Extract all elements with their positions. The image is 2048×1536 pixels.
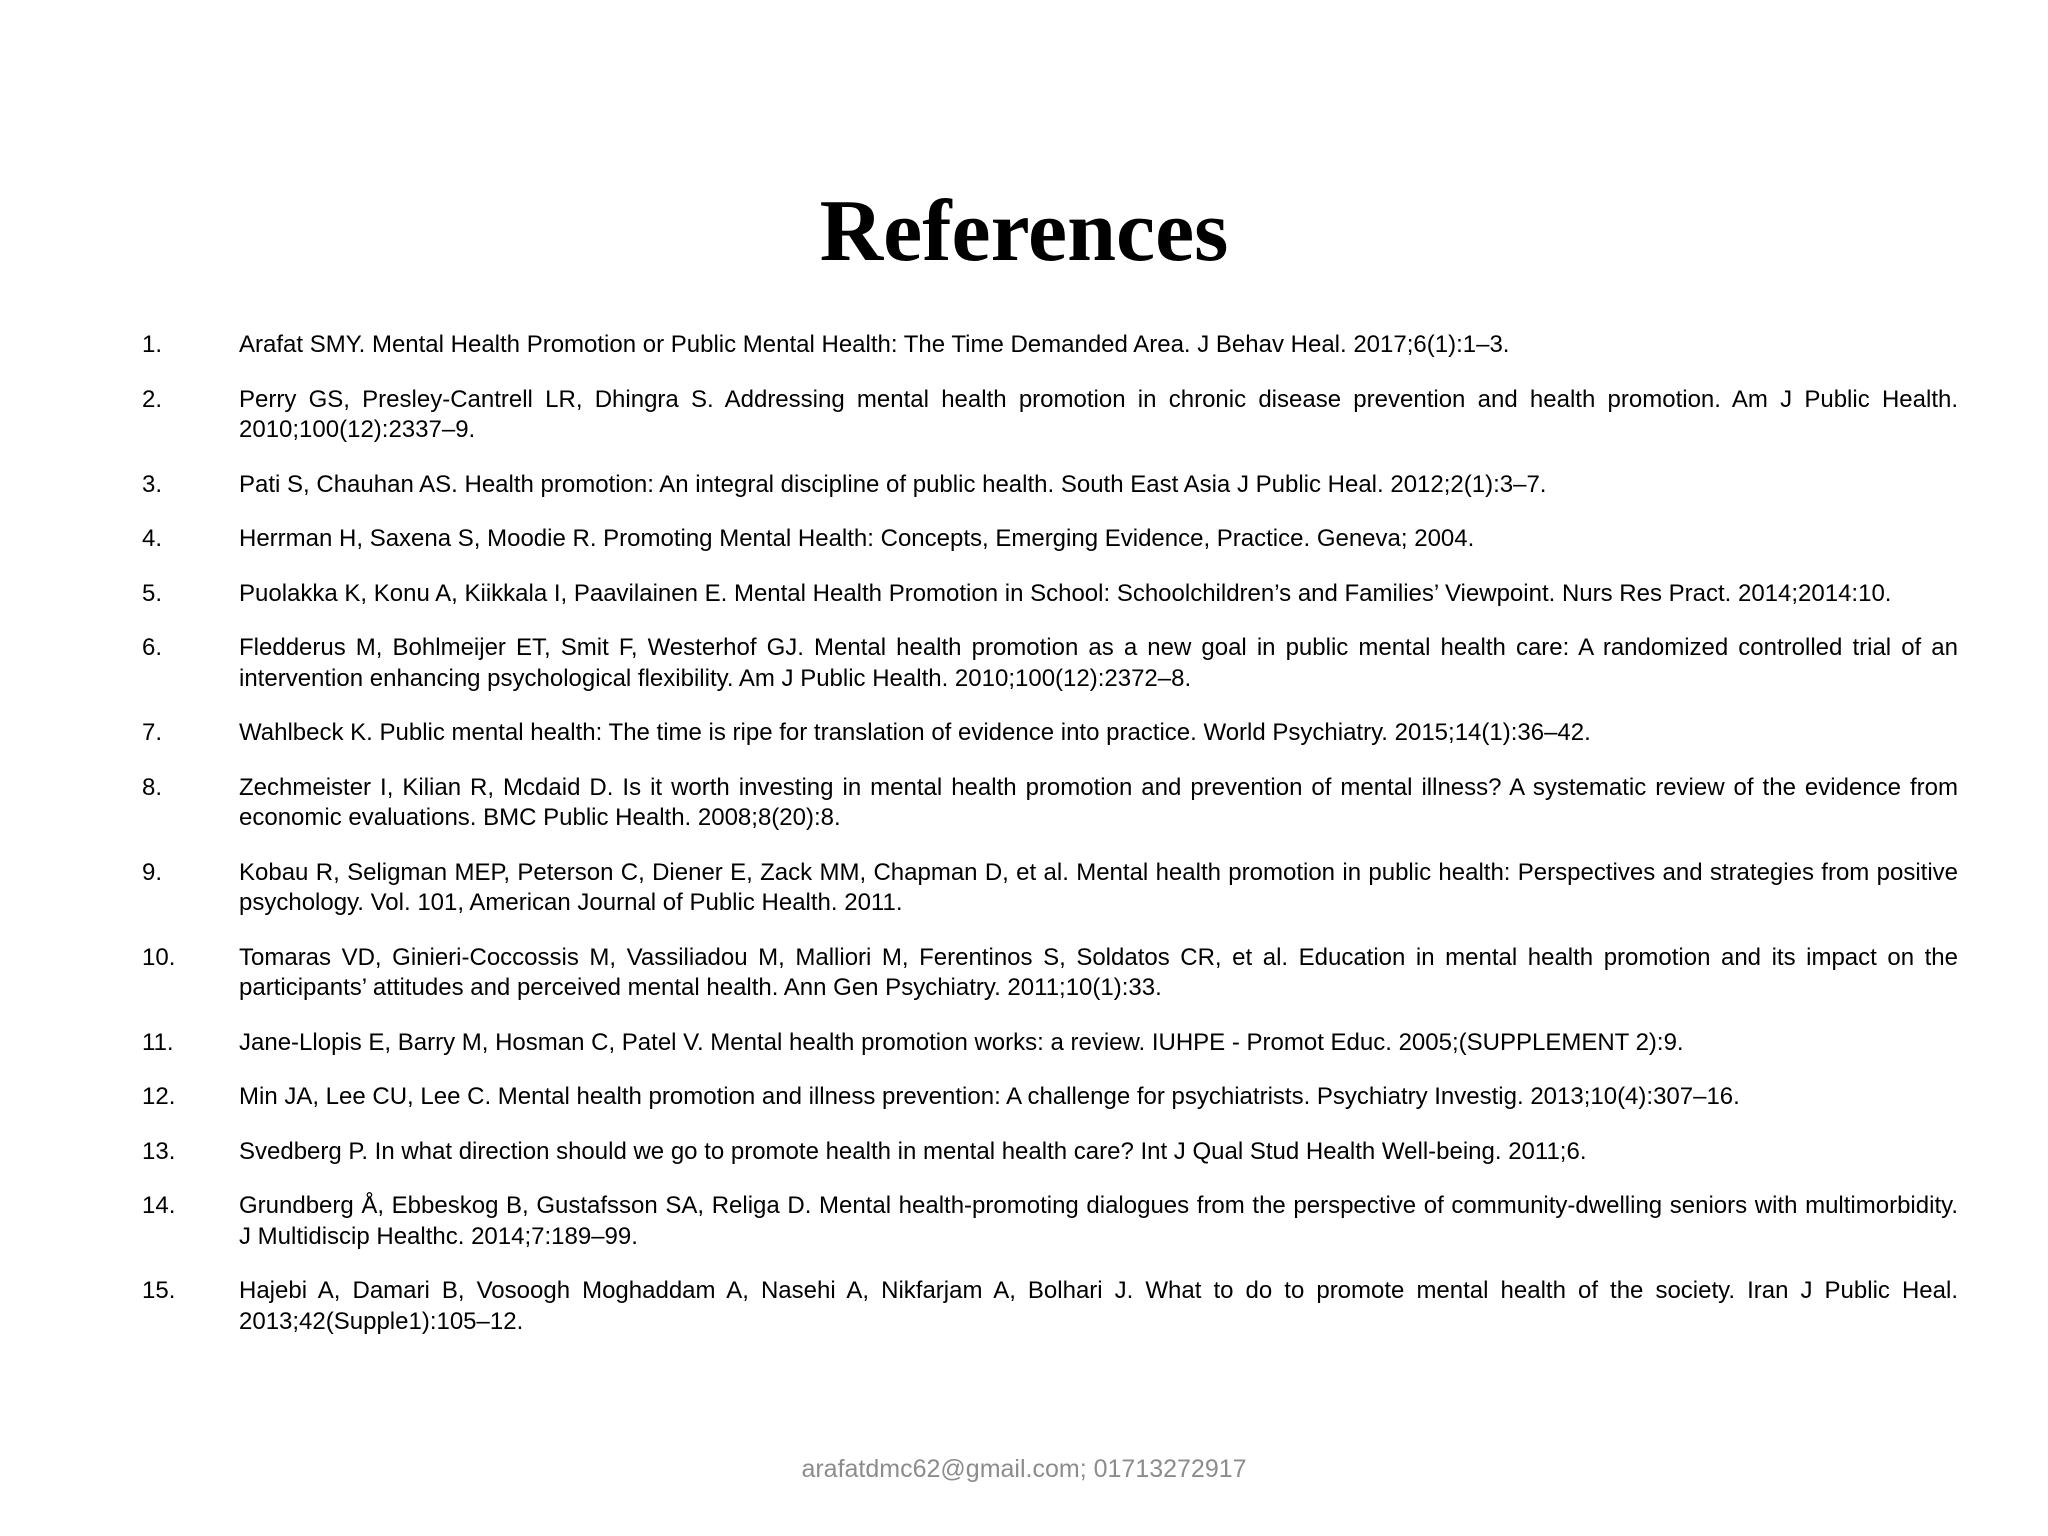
reference-number: 7. [142, 719, 163, 746]
list-item [142, 858, 1958, 919]
reference-text: Jane-Llopis E, Barry M, Hosman C, Patel V. Mental health promotion works: a review. IUHPE - Promot Educ. 2005;(SUPPLEMENT 2):9. [239, 1028, 1684, 1056]
reference-text: Arafat SMY. Mental Health Promotion or Public Mental Health: The Time Demanded Area. J Behav Heal. 2017;6(1):1–3. [239, 331, 1510, 358]
list-item [142, 579, 1958, 610]
reference-number: 4. [142, 525, 163, 552]
list-item [142, 773, 1958, 834]
reference-number: 6. [142, 634, 163, 661]
reference-number: 10. [142, 943, 176, 971]
reference-number: 13. [142, 1137, 176, 1165]
list-item [142, 633, 1958, 694]
reference-number: 1. [142, 331, 163, 358]
reference-text: Perry GS, Presley-Cantrell LR, Dhingra S. Addressing mental health promotion in chronic disease prevention and health promotion. Am J Public Health. 2010;100(12):2337–9. [239, 385, 1958, 443]
reference-number: 15. [142, 1277, 176, 1304]
reference-number: 14. [142, 1192, 176, 1219]
reference-list [142, 330, 1958, 1361]
reference-number: 3. [142, 470, 163, 498]
list-item [142, 1191, 1958, 1252]
reference-text: Tomaras VD, Ginieri-Coccossis M, Vassiliadou M, Malliori M, Ferentinos S, Soldatos CR, et al. Education in mental health promotion and its impact on the participants’ attitudes and perceived mental health. Ann Gen Psychiatry. 2011;10(1):33. [239, 943, 1958, 1001]
reference-number: 8. [142, 773, 163, 801]
list-item [142, 1137, 1958, 1168]
list-item [142, 1028, 1958, 1059]
reference-text: Kobau R, Seligman MEP, Peterson C, Diener E, Zack MM, Chapman D, et al. Mental health promotion in public health: Perspectives and strategies from positive psychology. Vol. 101, American Journal of Public Health. 2011. [239, 858, 1958, 916]
reference-text: Hajebi A, Damari B, Vosoogh Moghaddam A, Nasehi A, Nikfarjam A, Bolhari J. What to do to promote mental health of the society. Iran J Public Heal. 2013;42(Supple1):105–12. [239, 1277, 1958, 1335]
list-item [142, 385, 1958, 446]
reference-text: Grundberg Å, Ebbeskog B, Gustafsson SA, Religa D. Mental health-promoting dialogues from the perspective of community-dwelling seniors with multimorbidity. J Multidiscip Healthc. 2014;7:189–99. [239, 1192, 1958, 1250]
reference-text: Pati S, Chauhan AS. Health promotion: An integral discipline of public health. South East Asia J Public Heal. 2012;2(1):3–7. [239, 470, 1547, 498]
reference-number: 2. [142, 385, 163, 413]
reference-text: Zechmeister I, Kilian R, Mcdaid D. Is it worth investing in mental health promotion and prevention of mental illness? A systematic review of the evidence from economic evaluations. BMC Public Health. 2008;8(20):8. [239, 773, 1958, 831]
list-item [142, 943, 1958, 1004]
list-item [142, 1276, 1958, 1337]
footer-contact: arafatdmc62@gmail.com; 01713272917 [801, 1455, 1247, 1483]
reference-text: Herrman H, Saxena S, Moodie R. Promoting Mental Health: Concepts, Emerging Evidence, Practice. Geneva; 2004. [239, 525, 1475, 552]
list-item [142, 330, 1958, 361]
reference-text: Puolakka K, Konu A, Kiikkala I, Paavilainen E. Mental Health Promotion in School: Schoolchildren’s and Families’ Viewpoint. Nurs Res Pract. 2014;2014:10. [239, 579, 1892, 607]
page-title: References [819, 183, 1229, 280]
list-item [142, 470, 1958, 501]
reference-text: Min JA, Lee CU, Lee C. Mental health promotion and illness prevention: A challenge for psychiatrists. Psychiatry Investig. 2013;10(4):307–16. [239, 1083, 1740, 1110]
reference-number: 11. [142, 1028, 174, 1056]
reference-text: Svedberg P. In what direction should we go to promote health in mental health care? Int J Qual Stud Health Well-being. 2011;6. [239, 1137, 1587, 1165]
list-item [142, 1082, 1958, 1113]
list-item [142, 718, 1958, 749]
reference-text: Wahlbeck K. Public mental health: The time is ripe for translation of evidence into practice. World Psychiatry. 2015;14(1):36–42. [239, 719, 1591, 746]
reference-number: 9. [142, 858, 163, 886]
list-item [142, 524, 1958, 555]
reference-number: 5. [142, 579, 163, 607]
reference-number: 12. [142, 1083, 176, 1110]
reference-text: Fledderus M, Bohlmeijer ET, Smit F, Westerhof GJ. Mental health promotion as a new goal in public mental health care: A randomized controlled trial of an intervention enhancing psychological flexibility. Am J Public Health. 2010;100(12):2372–8. [239, 634, 1958, 692]
